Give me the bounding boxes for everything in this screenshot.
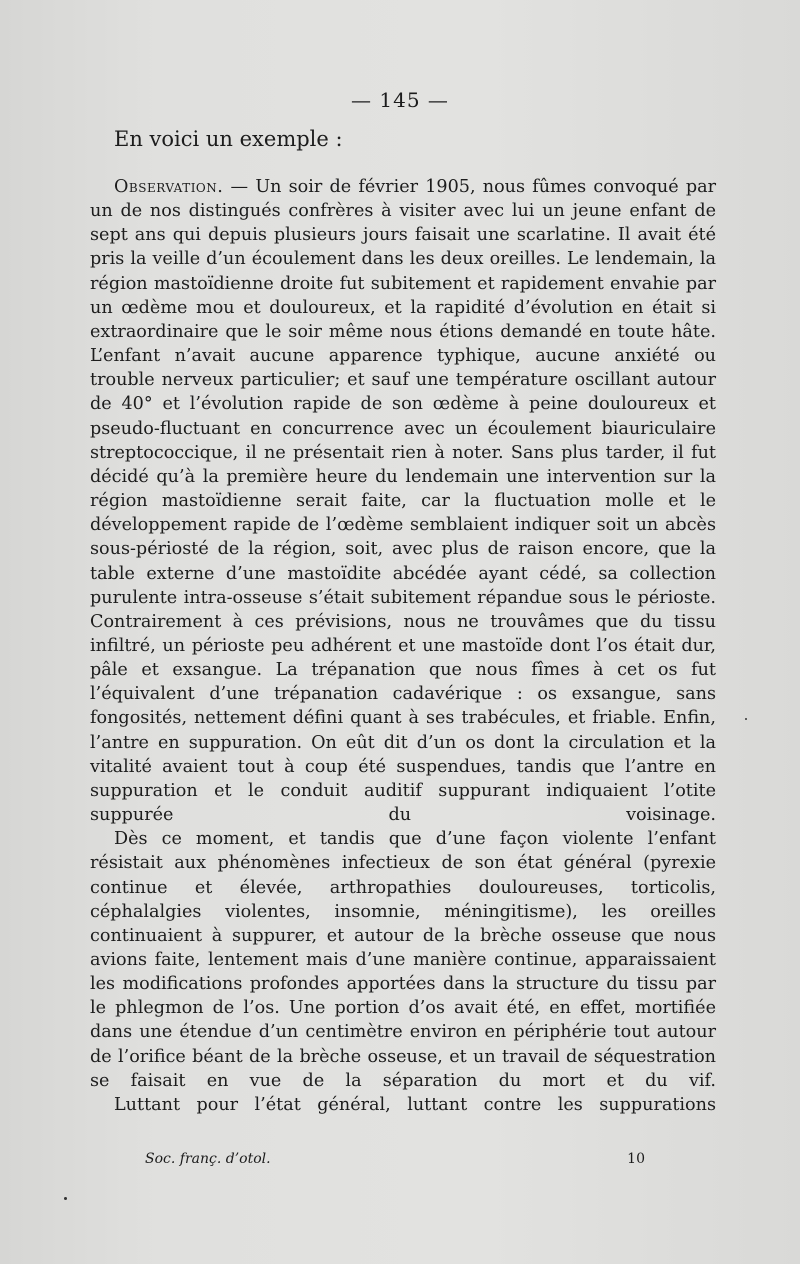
paragraph-3: Luttant pour l’état général, luttant contre les suppurations [114,1094,716,1115]
ink-speck [745,718,747,720]
paragraph-2: Dès ce moment, et tandis que d’une façon violente l’enfant résistait aux phénomènes infectieux de son état général (pyrexie continue et élevée, arthropathies douloureuses, torticolis, céphalalgies violentes, insomnie, méningitisme), les oreilles continuaient à suppurer, et autour de la brèche osseuse que nous avions faite, lentement mais d’une manière continue, apparaissaient les modifications profondes apportées dans la structure du tissu par le phlegmon de l’os. Une portion d’os avait été, en effet, mortifiée dans une étendue d’un centimètre environ en périphérie tout autour de l’orifice béant de la brèche osseuse, et un travail de séquestration se faisait en vue de la séparation du mort et du vif. [90,829,716,1091]
footer [145,1151,645,1167]
ink-speck [64,1197,67,1200]
observation-text: — Un soir de février 1905, nous fûmes convoqué par un de nos distingués confrères à visiter avec lui un jeune enfant de sept ans qui depuis plusieurs jours faisait une scarlatine. Il avait été pris la veille d’un écoulement dans les deux oreilles. Le lendemain, la région mastoïdienne droite fut subitement et rapidement envahie par un œdème mou et douloureux, et la rapidité d’évolution en était si extraordinaire que le soir même nous étions demandé en toute hâte. L’enfant n’avait aucune apparence typhique, aucune anxiété ou trouble nerveux particulier; et sauf une température oscillant autour de 40° et l’évolution rapide de son œdème à peine douloureux et pseudo-fluctuant en concurrence avec un écoulement biauriculaire streptococcique, il ne présentait rien à noter. Sans plus tarder, il fut décidé qu’à la première heure du lendemain une intervention sur la région mastoïdienne serait faite, car la fluctuation molle et le développement rapide de l’œdème semblaient indiquer soit un abcès sous-périosté de la région, soit, avec plus de raison encore, que la table externe d’une mastoïdite abcédée ayant cédé, sa collection purulente intra-osseuse s’était subitement répandue sous le périoste. Contrairement à ces prévisions, nous ne trouvâmes que du tissu infiltré, un périoste peu adhérent et une mastoïde dont l’os était dur, pâle et exsangue. La trépanation que nous fîmes à cet os fut l’équivalent d’une trépanation cadavérique : os exsangue, sans fongosités, nettement défini quant à ses trabécules, et friable. Enfin, l’antre en suppuration. On eût dit d’un os dont la circulation et la vitalité avaient tout à coup été suspendues, tandis que l’antre en suppuration et le conduit auditif suppurant indiquaient l’otite suppurée du voisinage. [90,177,716,826]
observation-paragraph [90,175,716,827]
observation-label: Observation. [114,177,224,197]
page-number: — 145 — [351,88,449,112]
signature-mark: 10 [627,1151,645,1167]
intro-line: En voici un exemple : [114,127,343,151]
journal-signature: Soc. franç. d’otol. [145,1151,271,1167]
body-text [90,175,716,1117]
